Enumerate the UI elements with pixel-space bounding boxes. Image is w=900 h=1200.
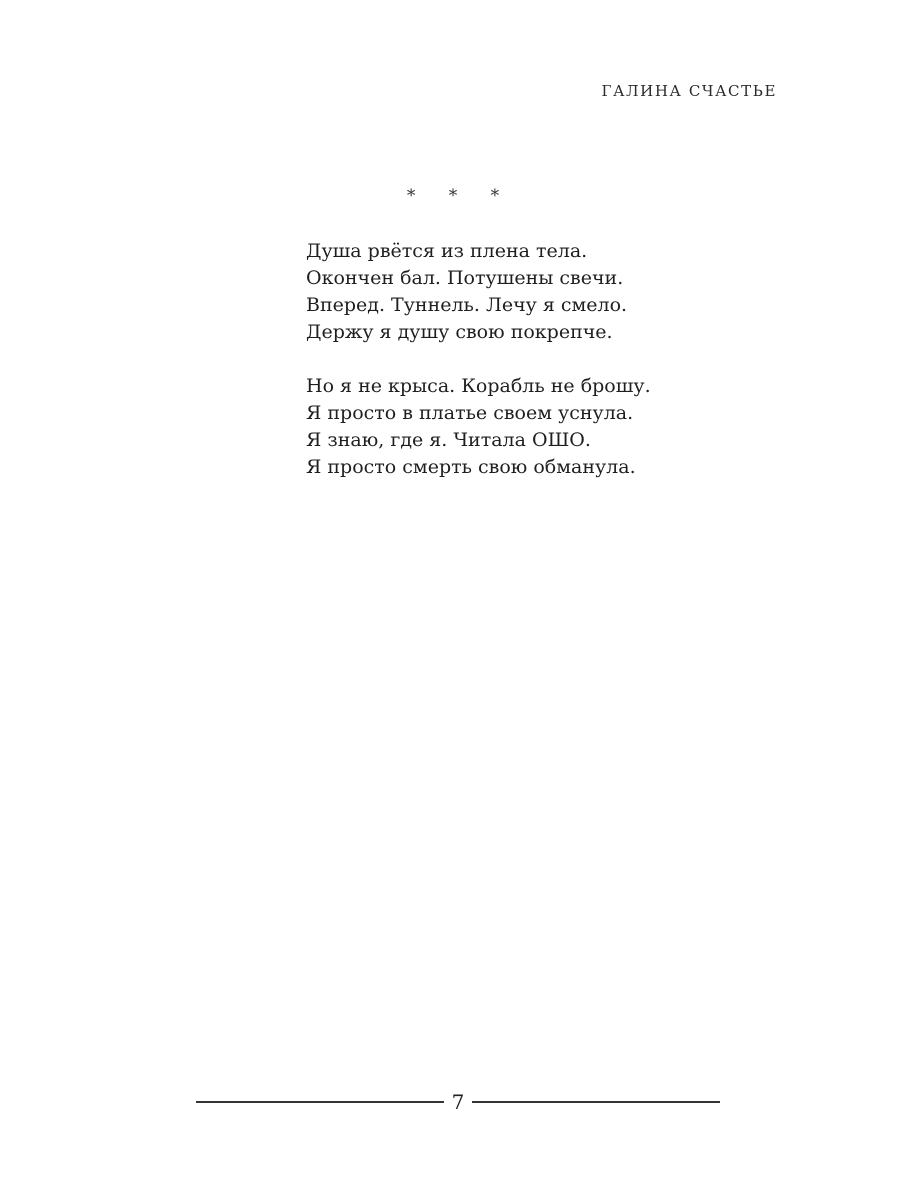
poem-line: Душа рвётся из плена тела. <box>306 240 588 262</box>
page-footer <box>196 1088 720 1118</box>
poem-line: Я знаю, где я. Читала ОШО. <box>306 429 591 451</box>
section-separator: * * * <box>406 186 514 206</box>
footer-rule-left <box>196 1101 444 1103</box>
running-head: ГАЛИНА СЧАСТЬЕ <box>601 82 777 100</box>
poem-line: Я просто в платье своем уснула. <box>306 402 634 424</box>
stanza <box>306 238 726 346</box>
poem-line: Окончен бал. Потушены свечи. <box>306 267 624 289</box>
poem-line: Держу я душу свою покрепче. <box>306 321 613 343</box>
stanza <box>306 373 726 481</box>
footer-rule-right <box>472 1101 720 1103</box>
poem-line: Но я не крыса. Корабль не брошу. <box>306 375 651 397</box>
page-number: 7 <box>451 1090 465 1114</box>
poem <box>306 238 726 508</box>
poem-line: Вперед. Туннель. Лечу я смело. <box>306 294 628 316</box>
poem-line: Я просто смерть свою обманула. <box>306 456 636 478</box>
